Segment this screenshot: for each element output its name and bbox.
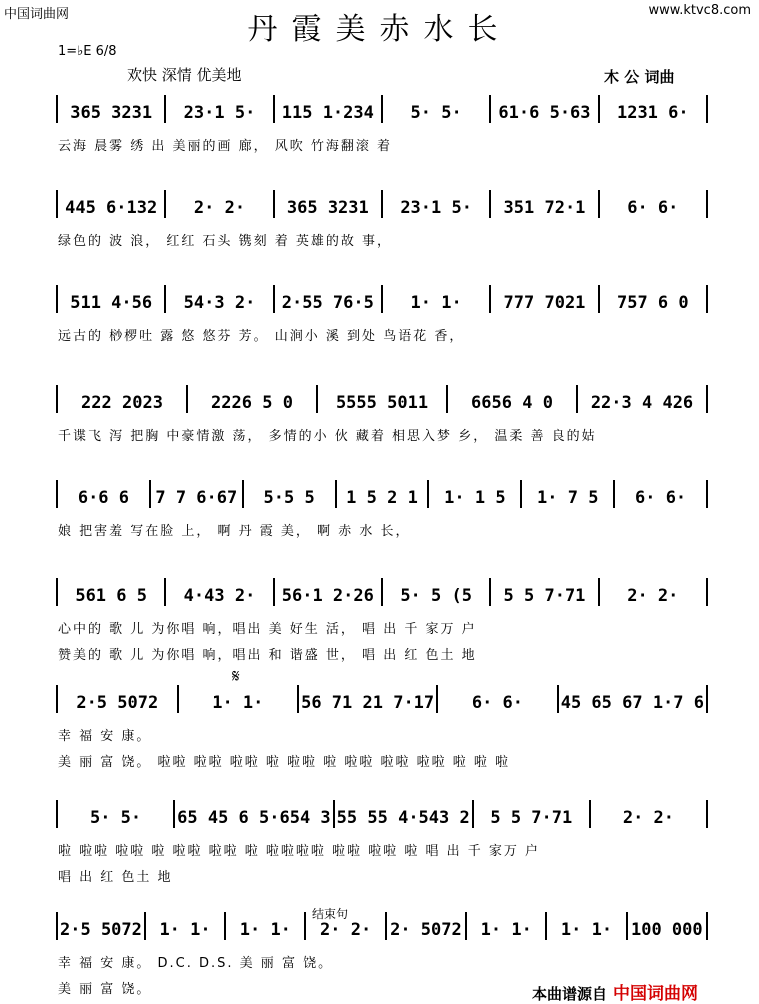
measure-notes: 1· 1 5 — [444, 488, 506, 508]
key-signature: 1=♭E 6/8 — [58, 44, 117, 59]
score-system — [58, 385, 708, 465]
measure — [448, 385, 578, 413]
measure-notes: 2· 2· — [622, 808, 675, 828]
measure — [58, 285, 166, 313]
measure-notes: 5· 5· — [410, 103, 462, 123]
measure-notes: 561 6 5 — [75, 586, 147, 606]
measure-notes: 1 5 2 1 — [346, 488, 418, 508]
measure — [491, 95, 599, 123]
tempo-marking: 欢快 深情 优美地 — [127, 66, 242, 84]
measure — [429, 480, 522, 508]
footer-brand: 中国词曲网 — [613, 984, 699, 1004]
measure — [58, 480, 151, 508]
notation-line — [58, 800, 708, 828]
measure-notes: 22·3 4 426 — [590, 393, 694, 413]
measure — [578, 385, 708, 413]
measure-notes: 6· 6· — [471, 693, 524, 713]
measure-notes: 5· 5· — [89, 808, 142, 828]
lyric-line: 啦 啦啦 啦啦 啦 啦啦 啦啦 啦 啦啦啦啦 啦啦 啦啦 啦 唱 出 千 家万 户 — [58, 844, 540, 859]
measure-notes: 351 72·1 — [503, 198, 586, 218]
measure — [615, 480, 708, 508]
author-credit: 木 公 词曲 — [604, 68, 675, 86]
measure-notes: 45 65 67 1·7 6 — [560, 693, 704, 713]
measure-notes: 445 6·132 — [65, 198, 158, 218]
measure-notes: 1· 7 5 — [537, 488, 599, 508]
site-name-left: 中国词曲网 — [4, 7, 70, 22]
measure-notes: 1231 6· — [616, 103, 689, 123]
measure — [559, 685, 708, 713]
measure — [337, 480, 430, 508]
measure-notes: 5· 5 (5 — [400, 586, 472, 606]
measure — [179, 685, 300, 713]
end-phrase-label: 结束句 — [312, 907, 349, 921]
footer-source — [532, 979, 698, 1004]
notation-line — [58, 190, 708, 218]
measure — [383, 190, 491, 218]
measure-notes: 2· 2· — [320, 920, 372, 940]
measure — [547, 912, 627, 940]
measure-notes: 55 55 4·543 2 — [336, 808, 470, 828]
measure — [387, 912, 467, 940]
measure-notes: 61·6 5·63 — [498, 103, 591, 123]
score-system — [58, 190, 708, 270]
measure-notes: 2·5 5072 — [60, 920, 142, 940]
measure — [474, 800, 591, 828]
measure — [244, 480, 337, 508]
measure-notes: 65 45 6 5·654 3 — [177, 808, 331, 828]
notation-line — [58, 385, 708, 413]
lyric-line: 唱 出 红 色土 地 — [58, 870, 173, 885]
measure — [175, 800, 335, 828]
measure — [58, 95, 166, 123]
measure — [600, 190, 708, 218]
measure — [58, 685, 179, 713]
measure-notes: 365 3231 — [286, 198, 369, 218]
measure-notes: 2· 2· — [627, 586, 679, 606]
measure-notes: 5555 5011 — [335, 393, 429, 413]
measure-notes: 56 71 21 7·17 — [301, 693, 435, 713]
measure-notes: 5 5 7·71 — [503, 586, 586, 606]
notation-line — [58, 685, 708, 713]
measure — [58, 578, 166, 606]
measure — [58, 385, 188, 413]
lyric-line: 娘 把害羞 写在脸 上， 啊 丹 霞 美， 啊 赤 水 长， — [58, 524, 411, 539]
measure — [275, 190, 383, 218]
notation-line — [58, 285, 708, 313]
measure-notes: 1· 1· — [239, 920, 291, 940]
lyric-line: 云海 晨雾 绣 出 美丽的画 廊， 风吹 竹海翻滚 着 — [58, 139, 393, 154]
measure-notes: 54·3 2· — [183, 293, 256, 313]
measure-notes: 1· 1· — [159, 920, 211, 940]
measure — [151, 480, 244, 508]
measure-notes: 7 7 6·67 — [155, 488, 238, 508]
measure-notes: 1· 1· — [212, 693, 264, 713]
measure-notes: 777 7021 — [503, 293, 586, 313]
measure — [318, 385, 448, 413]
measure-notes: 1· 1· — [480, 920, 532, 940]
measure — [166, 285, 274, 313]
measure — [600, 578, 708, 606]
measure-notes: 2·55 76·5 — [281, 293, 374, 313]
measure-notes: 365 3231 — [70, 103, 153, 123]
measure-notes: 6656 4 0 — [471, 393, 553, 413]
measure — [438, 685, 559, 713]
score-system — [58, 578, 708, 663]
measure-notes: 2226 5 0 — [211, 393, 293, 413]
measure — [491, 285, 599, 313]
measure-notes: 23·1 5· — [183, 103, 256, 123]
measure — [600, 95, 708, 123]
measure — [628, 912, 708, 940]
measure-notes: 511 4·56 — [70, 293, 153, 313]
measure-notes: 2· 2· — [193, 198, 246, 218]
measure-notes: 5 5 7·71 — [490, 808, 573, 828]
measure-notes: 6·6 6 — [77, 488, 130, 508]
measure-notes: 2·5 5072 — [76, 693, 159, 713]
measure-notes: 6· 6· — [627, 198, 679, 218]
lyric-line: 美 丽 富 饶。 — [58, 982, 152, 997]
page-title: 丹霞美赤水长 — [247, 12, 512, 47]
score-system — [58, 480, 708, 560]
measure — [58, 190, 166, 218]
measure — [491, 190, 599, 218]
notation-line — [58, 912, 708, 940]
score-system — [58, 800, 708, 885]
measure-notes: 1· 1· — [560, 920, 613, 940]
lyric-line: 美 丽 富 饶。 啦啦 啦啦 啦啦 啦 啦啦 啦 啦啦 啦啦 啦啦 啦 啦 啦 — [58, 755, 510, 770]
measure-notes: 5·5 5 — [263, 488, 315, 508]
notation-line — [58, 480, 708, 508]
measure-notes: 757 6 0 — [616, 293, 689, 313]
score-system — [58, 95, 708, 175]
footer-source-text: 本曲谱源自 — [532, 985, 608, 1003]
measure-notes: 6· 6· — [634, 488, 687, 508]
lyric-line: 千谍飞 泻 把胸 中豪情激 荡， 多情的小 伙 藏着 相思入梦 乡， 温柔 善 良的姑 — [58, 429, 597, 444]
notation-line — [58, 95, 708, 123]
measure-notes: 4·43 2· — [183, 586, 256, 606]
measure — [166, 95, 274, 123]
measure-notes: 115 1·234 — [281, 103, 374, 123]
notation-line — [58, 578, 708, 606]
score-system — [58, 285, 708, 365]
measure — [299, 685, 438, 713]
measure-notes: 2· 5072 — [390, 920, 462, 940]
measure — [58, 912, 146, 940]
measure-notes: 100 000 — [630, 920, 703, 940]
measure — [166, 578, 274, 606]
score-system — [58, 685, 708, 770]
measure — [491, 578, 599, 606]
measure — [58, 800, 175, 828]
lyric-line: 远古的 桫椤吐 露 悠 悠芬 芳。 山涧小 溪 到处 鸟语花 香， — [58, 329, 465, 344]
lyric-line: 幸 福 安 康。 D.C. D.S. 美 丽 富 饶。 — [58, 956, 334, 971]
measure — [335, 800, 474, 828]
measure — [275, 285, 383, 313]
measure — [467, 912, 547, 940]
measure — [188, 385, 318, 413]
lyric-line: 绿色的 波 浪， 红红 石头 镌刻 着 英雄的故 事， — [58, 234, 393, 249]
measure — [383, 285, 491, 313]
measure-notes: 56·1 2·26 — [281, 586, 374, 606]
measure — [146, 912, 226, 940]
measure-notes: 222 2023 — [81, 393, 163, 413]
measure — [591, 800, 708, 828]
lyric-line: 赞美的 歌 儿 为你唱 响，唱出 和 谐盛 世， 唱 出 红 色土 地 — [58, 648, 477, 663]
measure — [383, 95, 491, 123]
measure-notes: 1· 1· — [410, 293, 462, 313]
lyric-line: 幸 福 安 康。 — [58, 729, 152, 744]
measure — [275, 578, 383, 606]
measure — [275, 95, 383, 123]
measure — [522, 480, 615, 508]
lyric-line: 心中的 歌 儿 为你唱 响，唱出 美 好生 活， 唱 出 千 家万 户 — [58, 622, 477, 637]
measure — [383, 578, 491, 606]
measure — [600, 285, 708, 313]
site-url-right: www.ktvc8.com — [648, 3, 751, 18]
segno-icon: 𝄋 — [232, 666, 240, 687]
measure — [166, 190, 274, 218]
measure-notes: 23·1 5· — [400, 198, 472, 218]
measure — [226, 912, 306, 940]
